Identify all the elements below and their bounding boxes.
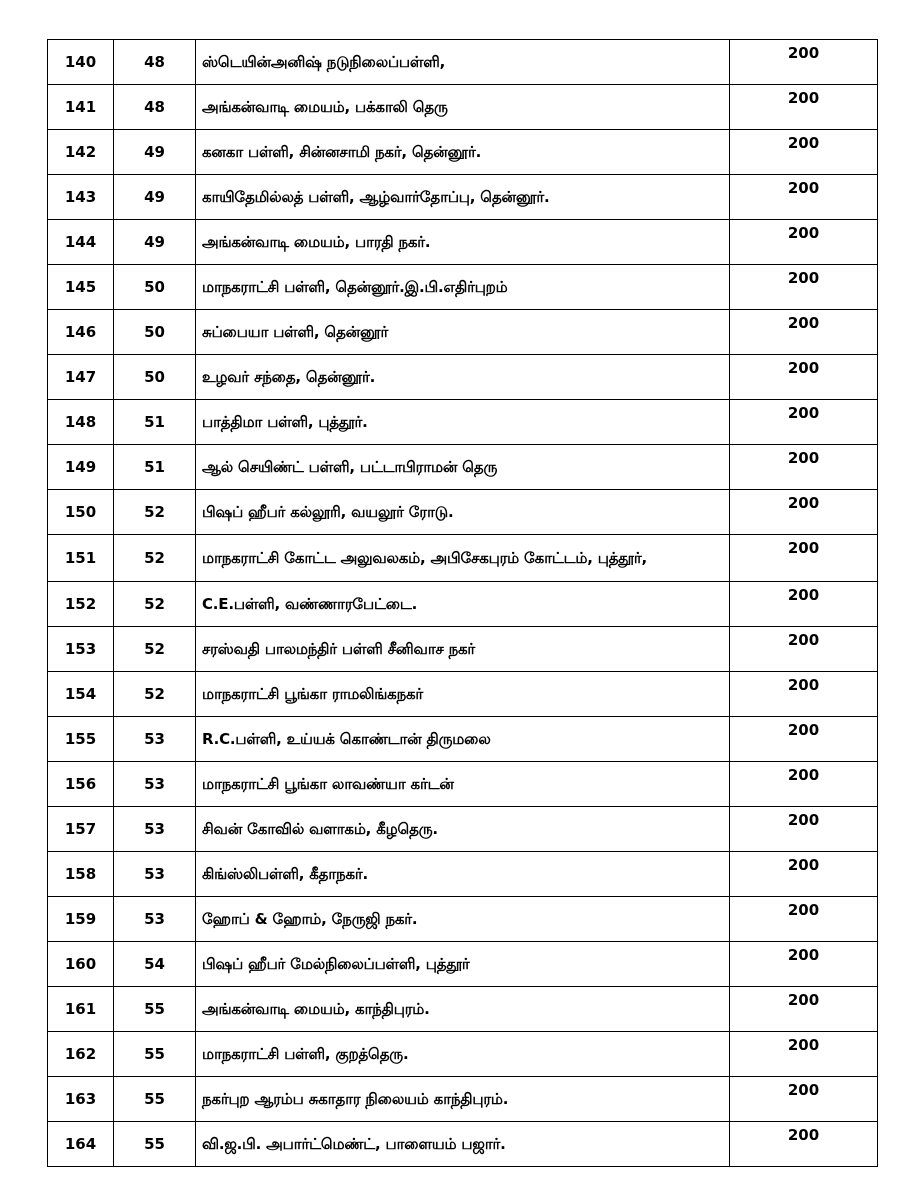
table-row [48,1122,878,1167]
location-cell: காயிதேமில்லத் பள்ளி, ஆழ்வார்தோப்பு, தென்னூர். [196,175,730,220]
count-cell: 200 [730,852,878,897]
count-cell: 200 [730,1032,878,1077]
count-cell: 200 [730,175,878,220]
count-cell: 200 [730,627,878,672]
ward-number-cell: 51 [114,400,196,445]
count-cell: 200 [730,355,878,400]
table-row [48,400,878,445]
table-row [48,1077,878,1122]
count-cell: 200 [730,130,878,175]
serial-number-cell: 163 [48,1077,114,1122]
table-row [48,310,878,355]
count-cell: 200 [730,1077,878,1122]
serial-number-cell: 145 [48,265,114,310]
location-cell: சுப்பையா பள்ளி, தென்னூர் [196,310,730,355]
serial-number-cell: 147 [48,355,114,400]
serial-number-cell: 152 [48,582,114,627]
table-row [48,265,878,310]
location-cell: கிங்ஸ்லிபள்ளி, கீதாநகர். [196,852,730,897]
table-row [48,355,878,400]
count-cell: 200 [730,40,878,85]
serial-number-cell: 164 [48,1122,114,1167]
location-cell: சிவன் கோவில் வளாகம், கீழதெரு. [196,807,730,852]
location-cell: ஆல் செயிண்ட் பள்ளி, பட்டாபிராமன் தெரு [196,445,730,490]
location-cell: நகர்புற ஆரம்ப சுகாதார நிலையம் காந்திபுரம். [196,1077,730,1122]
table-row [48,582,878,627]
count-cell: 200 [730,762,878,807]
count-cell: 200 [730,490,878,535]
count-cell: 200 [730,717,878,762]
location-cell: R.C.பள்ளி, உய்யக் கொண்டான் திருமலை [196,717,730,762]
table-row [48,535,878,582]
count-cell: 200 [730,1122,878,1167]
location-cell: ஹோப் & ஹோம், நேருஜி நகர். [196,897,730,942]
count-cell: 200 [730,942,878,987]
location-cell: பாத்திமா பள்ளி, புத்தூர். [196,400,730,445]
ward-number-cell: 48 [114,85,196,130]
count-cell: 200 [730,400,878,445]
ward-number-cell: 53 [114,897,196,942]
ward-number-cell: 50 [114,310,196,355]
ward-number-cell: 50 [114,265,196,310]
table-row [48,897,878,942]
location-cell: உழவர் சந்தை, தென்னூர். [196,355,730,400]
serial-number-cell: 140 [48,40,114,85]
count-cell: 200 [730,582,878,627]
table-row [48,942,878,987]
count-cell: 200 [730,672,878,717]
table-row [48,490,878,535]
table-row [48,40,878,85]
location-cell: அங்கன்வாடி மையம், பாரதி நகர். [196,220,730,265]
ward-number-cell: 51 [114,445,196,490]
ward-number-cell: 53 [114,807,196,852]
location-cell: மாநகராட்சி பள்ளி, தென்னூர்.இ.பி.எதிர்புறம் [196,265,730,310]
table-row [48,175,878,220]
serial-number-cell: 158 [48,852,114,897]
location-cell: மாநகராட்சி பூங்கா ராமலிங்கநகர் [196,672,730,717]
ward-number-cell: 54 [114,942,196,987]
location-cell: பிஷப் ஹீபர் மேல்நிலைப்பள்ளி, புத்தூர் [196,942,730,987]
location-cell: மாநகராட்சி கோட்ட அலுவலகம், அபிசேகபுரம் கோட்டம், புத்தூர், [196,535,730,582]
location-cell: கனகா பள்ளி, சின்னசாமி நகர், தென்னூர். [196,130,730,175]
ward-number-cell: 55 [114,1122,196,1167]
ward-number-cell: 48 [114,40,196,85]
count-cell: 200 [730,807,878,852]
serial-number-cell: 153 [48,627,114,672]
serial-number-cell: 156 [48,762,114,807]
serial-number-cell: 159 [48,897,114,942]
serial-number-cell: 162 [48,1032,114,1077]
table-row [48,672,878,717]
location-cell: மாநகராட்சி பூங்கா லாவண்யா கர்டன் [196,762,730,807]
location-cell: அங்கன்வாடி மையம், பக்காலி தெரு [196,85,730,130]
location-cell: அங்கன்வாடி மையம், காந்திபுரம். [196,987,730,1032]
location-cell: மாநகராட்சி பள்ளி, குறத்தெரு. [196,1032,730,1077]
ward-number-cell: 55 [114,987,196,1032]
table-row [48,220,878,265]
table-row [48,130,878,175]
count-cell: 200 [730,897,878,942]
table-body [48,40,878,1167]
ward-number-cell: 53 [114,762,196,807]
serial-number-cell: 149 [48,445,114,490]
location-cell: C.E.பள்ளி, வண்ணாரபேட்டை. [196,582,730,627]
ward-number-cell: 49 [114,220,196,265]
ward-number-cell: 53 [114,852,196,897]
ward-number-cell: 52 [114,582,196,627]
table-row [48,445,878,490]
serial-number-cell: 155 [48,717,114,762]
ward-number-cell: 52 [114,627,196,672]
serial-number-cell: 141 [48,85,114,130]
table-row [48,717,878,762]
serial-number-cell: 142 [48,130,114,175]
location-cell: பிஷப் ஹீபர் கல்லூரி, வயலூர் ரோடு. [196,490,730,535]
count-cell: 200 [730,220,878,265]
serial-number-cell: 161 [48,987,114,1032]
serial-number-cell: 150 [48,490,114,535]
serial-number-cell: 154 [48,672,114,717]
location-cell: வி.ஜ.பி. அபார்ட்மெண்ட், பாளையம் பஜார். [196,1122,730,1167]
location-cell: சரஸ்வதி பாலமந்திர் பள்ளி சீனிவாச நகர் [196,627,730,672]
serial-number-cell: 157 [48,807,114,852]
table-row [48,852,878,897]
location-cell: ஸ்டெயின்அனிஷ் நடுநிலைப்பள்ளி, [196,40,730,85]
count-cell: 200 [730,85,878,130]
table-row [48,762,878,807]
ward-number-cell: 52 [114,490,196,535]
serial-number-cell: 143 [48,175,114,220]
document-table [47,39,878,1167]
count-cell: 200 [730,445,878,490]
count-cell: 200 [730,987,878,1032]
serial-number-cell: 148 [48,400,114,445]
serial-number-cell: 146 [48,310,114,355]
ward-number-cell: 55 [114,1077,196,1122]
ward-number-cell: 52 [114,535,196,582]
ward-number-cell: 52 [114,672,196,717]
count-cell: 200 [730,535,878,582]
serial-number-cell: 144 [48,220,114,265]
ward-number-cell: 53 [114,717,196,762]
table-row [48,807,878,852]
table-row [48,627,878,672]
ward-number-cell: 49 [114,175,196,220]
table-row [48,987,878,1032]
ward-number-cell: 50 [114,355,196,400]
count-cell: 200 [730,310,878,355]
table-row [48,85,878,130]
ward-number-cell: 55 [114,1032,196,1077]
serial-number-cell: 160 [48,942,114,987]
count-cell: 200 [730,265,878,310]
serial-number-cell: 151 [48,535,114,582]
ward-number-cell: 49 [114,130,196,175]
table-row [48,1032,878,1077]
